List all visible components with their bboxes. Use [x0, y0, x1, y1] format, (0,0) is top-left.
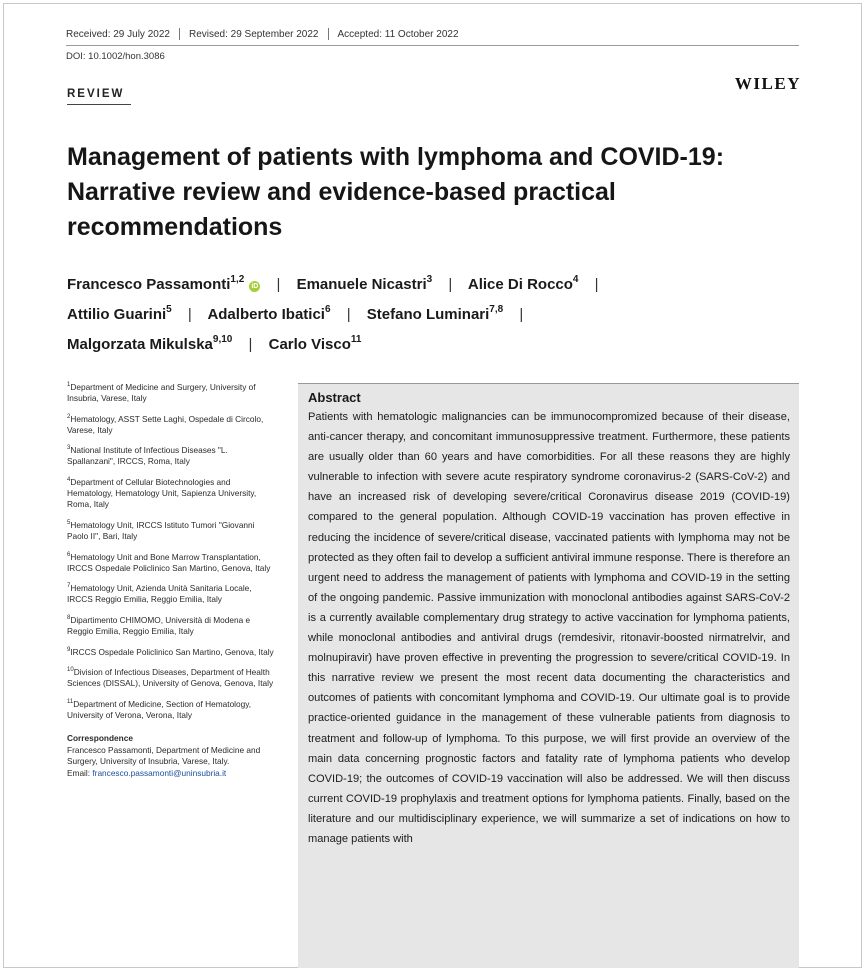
- author[interactable]: Emanuele Nicastri$^3$: [296, 274, 433, 293]
- author-line: [67, 298, 807, 328]
- correspondence: [67, 733, 277, 779]
- author-separator: |: [187, 306, 192, 323]
- revised-date: Revised: 29 September 2022: [188, 28, 319, 40]
- section-underline: [67, 104, 131, 105]
- affiliation: $^3$National Institute of Infectious Diseases "L. Spallanzani", IRCCS, Roma, Italy: [67, 445, 228, 467]
- abstract-heading: Abstract: [308, 390, 361, 405]
- author[interactable]: Stefano Luminari$^{7,8}$: [366, 304, 504, 323]
- abstract-text: Patients with hematologic malignancies can be immunocompromized because of their disease, anti-cancer therapy, and concomitant immunosuppressive treatment. Furthermore, these patients are usually older than 60 years and have comorbidities. For all these reasons they are highly vulnerable to infection with severe acute respiratory syndrome coronavirus-2 (SARS-CoV-2) and have an increased risk of developing severe/critical Coronavirus disease 2019 (COVID-19) compared to the general population. Although COVID-19 vaccination has proven effective in reducing the incidence of severe/critical disease, vaccinated patients with lymphoma may not be protected as they often fail to develop a sufficient antiviral immune response. There is therefore an urgent need to address the management of patients with lymphoma and COVID-19 in the setting of the ongoing pandemic. Passive immunization with monoclonal antibodies against SARS-CoV-2 is a currently available complementary drug strategy to active vaccination for lymphoma patients, while monoclonal antibodies and antiviral drugs (remdesivir, ritonavir-boosted nirmatrelvir, and molnupiravir) have proven effective in preventing the progression to severe/critical COVID-19. In this narrative review we present the most recent data documenting the characteristics and outcomes of patients with concomitant lymphoma and COVID-19. Our ultimate goal is to provide practice-oriented guidance in the management of these vulnerable patients from diagnosis to treatment and follow-up of lymphoma. To this purpose, we will first provide an overview of the main data concerning prognostic factors and fatality rate of lymphoma patients who develop COVID-19; the outcomes of COVID-19 vaccination will also be addressed. We will then discuss current COVID-19 prophylaxis and treatment options for lymphoma patients. Finally, based on the literature and our multidisciplinary experience, we will summarize a set of indications on how to manage patients with: [308, 411, 790, 845]
- author[interactable]: Francesco Passamonti$^{1,2}$: [67, 274, 245, 293]
- header-rule: [66, 45, 799, 46]
- affiliation: $^5$Hematology Unit, IRCCS Istituto Tumori "Giovanni Paolo II", Bari, Italy: [67, 519, 255, 541]
- article-title: Management of patients with lymphoma and COVID-19: Narrative review and evidence-based practical recommendations: [67, 143, 725, 241]
- affiliation: $^2$Hematology, ASST Sette Laghi, Ospedale di Circolo, Varese, Italy: [67, 413, 264, 435]
- affiliation: $^{10}$Division of Infectious Diseases, Department of Health Sciences (DISSAL), University of Genova, Genova, Italy: [67, 666, 274, 689]
- author-separator: |: [276, 276, 281, 293]
- affiliation: $^{11}$Department of Medicine, Section of Hematology, University of Verona, Verona, Italy: [67, 698, 252, 720]
- author-list: [67, 268, 807, 358]
- correspondence-email-line: [67, 768, 277, 779]
- author-separator: |: [346, 306, 351, 323]
- correspondence-heading: Correspondence: [67, 732, 133, 743]
- correspondence-text: Francesco Passamonti, Department of Medicine and Surgery, University of Insubria, Varese, Italy.: [67, 745, 261, 767]
- author[interactable]: Carlo Visco$^{11}$: [268, 334, 362, 353]
- author[interactable]: Alice Di Rocco$^4$: [467, 274, 579, 293]
- author[interactable]: Adalberto Ibatici$^6$: [207, 304, 331, 323]
- doi[interactable]: DOI: 10.1002/hon.3086: [66, 51, 165, 62]
- email-label: Email:: [67, 767, 91, 778]
- accepted-date: Accepted: 11 October 2022: [337, 28, 459, 40]
- date-separator: [179, 28, 180, 40]
- author[interactable]: Attilio Guarini$^5$: [67, 304, 172, 323]
- affiliation: $^1$Department of Medicine and Surgery, University of Insubria, Varese, Italy: [67, 381, 256, 403]
- orcid-icon[interactable]: iD: [251, 283, 259, 290]
- abstract-box: [298, 383, 799, 968]
- author[interactable]: Malgorzata Mikulska$^{9,10}$: [67, 334, 233, 353]
- publisher-logo: WILEY: [734, 74, 801, 93]
- date-separator: [328, 28, 329, 40]
- email-link[interactable]: francesco.passamonti@uninsubria.it: [92, 767, 227, 778]
- affiliations: [67, 380, 277, 779]
- affiliation: $^6$Hematology Unit and Bone Marrow Transplantation, IRCCS Ospedale Policlinico San Martino, Genova, Italy: [67, 551, 271, 573]
- affiliation: $^9$IRCCS Ospedale Policlinico San Martino, Genova, Italy: [67, 646, 274, 657]
- affiliation: $^8$Dipartimento CHIMOMO, Università di Modena e Reggio Emilia, Reggio Emilia, Italy: [67, 614, 251, 636]
- author-line: [67, 268, 807, 298]
- author-separator: |: [594, 276, 599, 293]
- author-line: [67, 328, 807, 358]
- affiliation: $^4$Department of Cellular Biotechnologies and Hematology, Hematology Unit, Sapienza University, Roma, Italy: [67, 476, 257, 510]
- affiliation: $^7$Hematology Unit, Azienda Unità Sanitaria Locale, IRCCS Reggio Emilia, Reggio Emilia, Italy: [67, 583, 252, 605]
- author-separator: |: [448, 276, 453, 293]
- article-dates: [66, 28, 799, 40]
- author-separator: |: [519, 306, 524, 323]
- received-date: Received: 29 July 2022: [66, 28, 170, 40]
- author-separator: |: [248, 336, 253, 353]
- section-label: REVIEW: [67, 88, 125, 100]
